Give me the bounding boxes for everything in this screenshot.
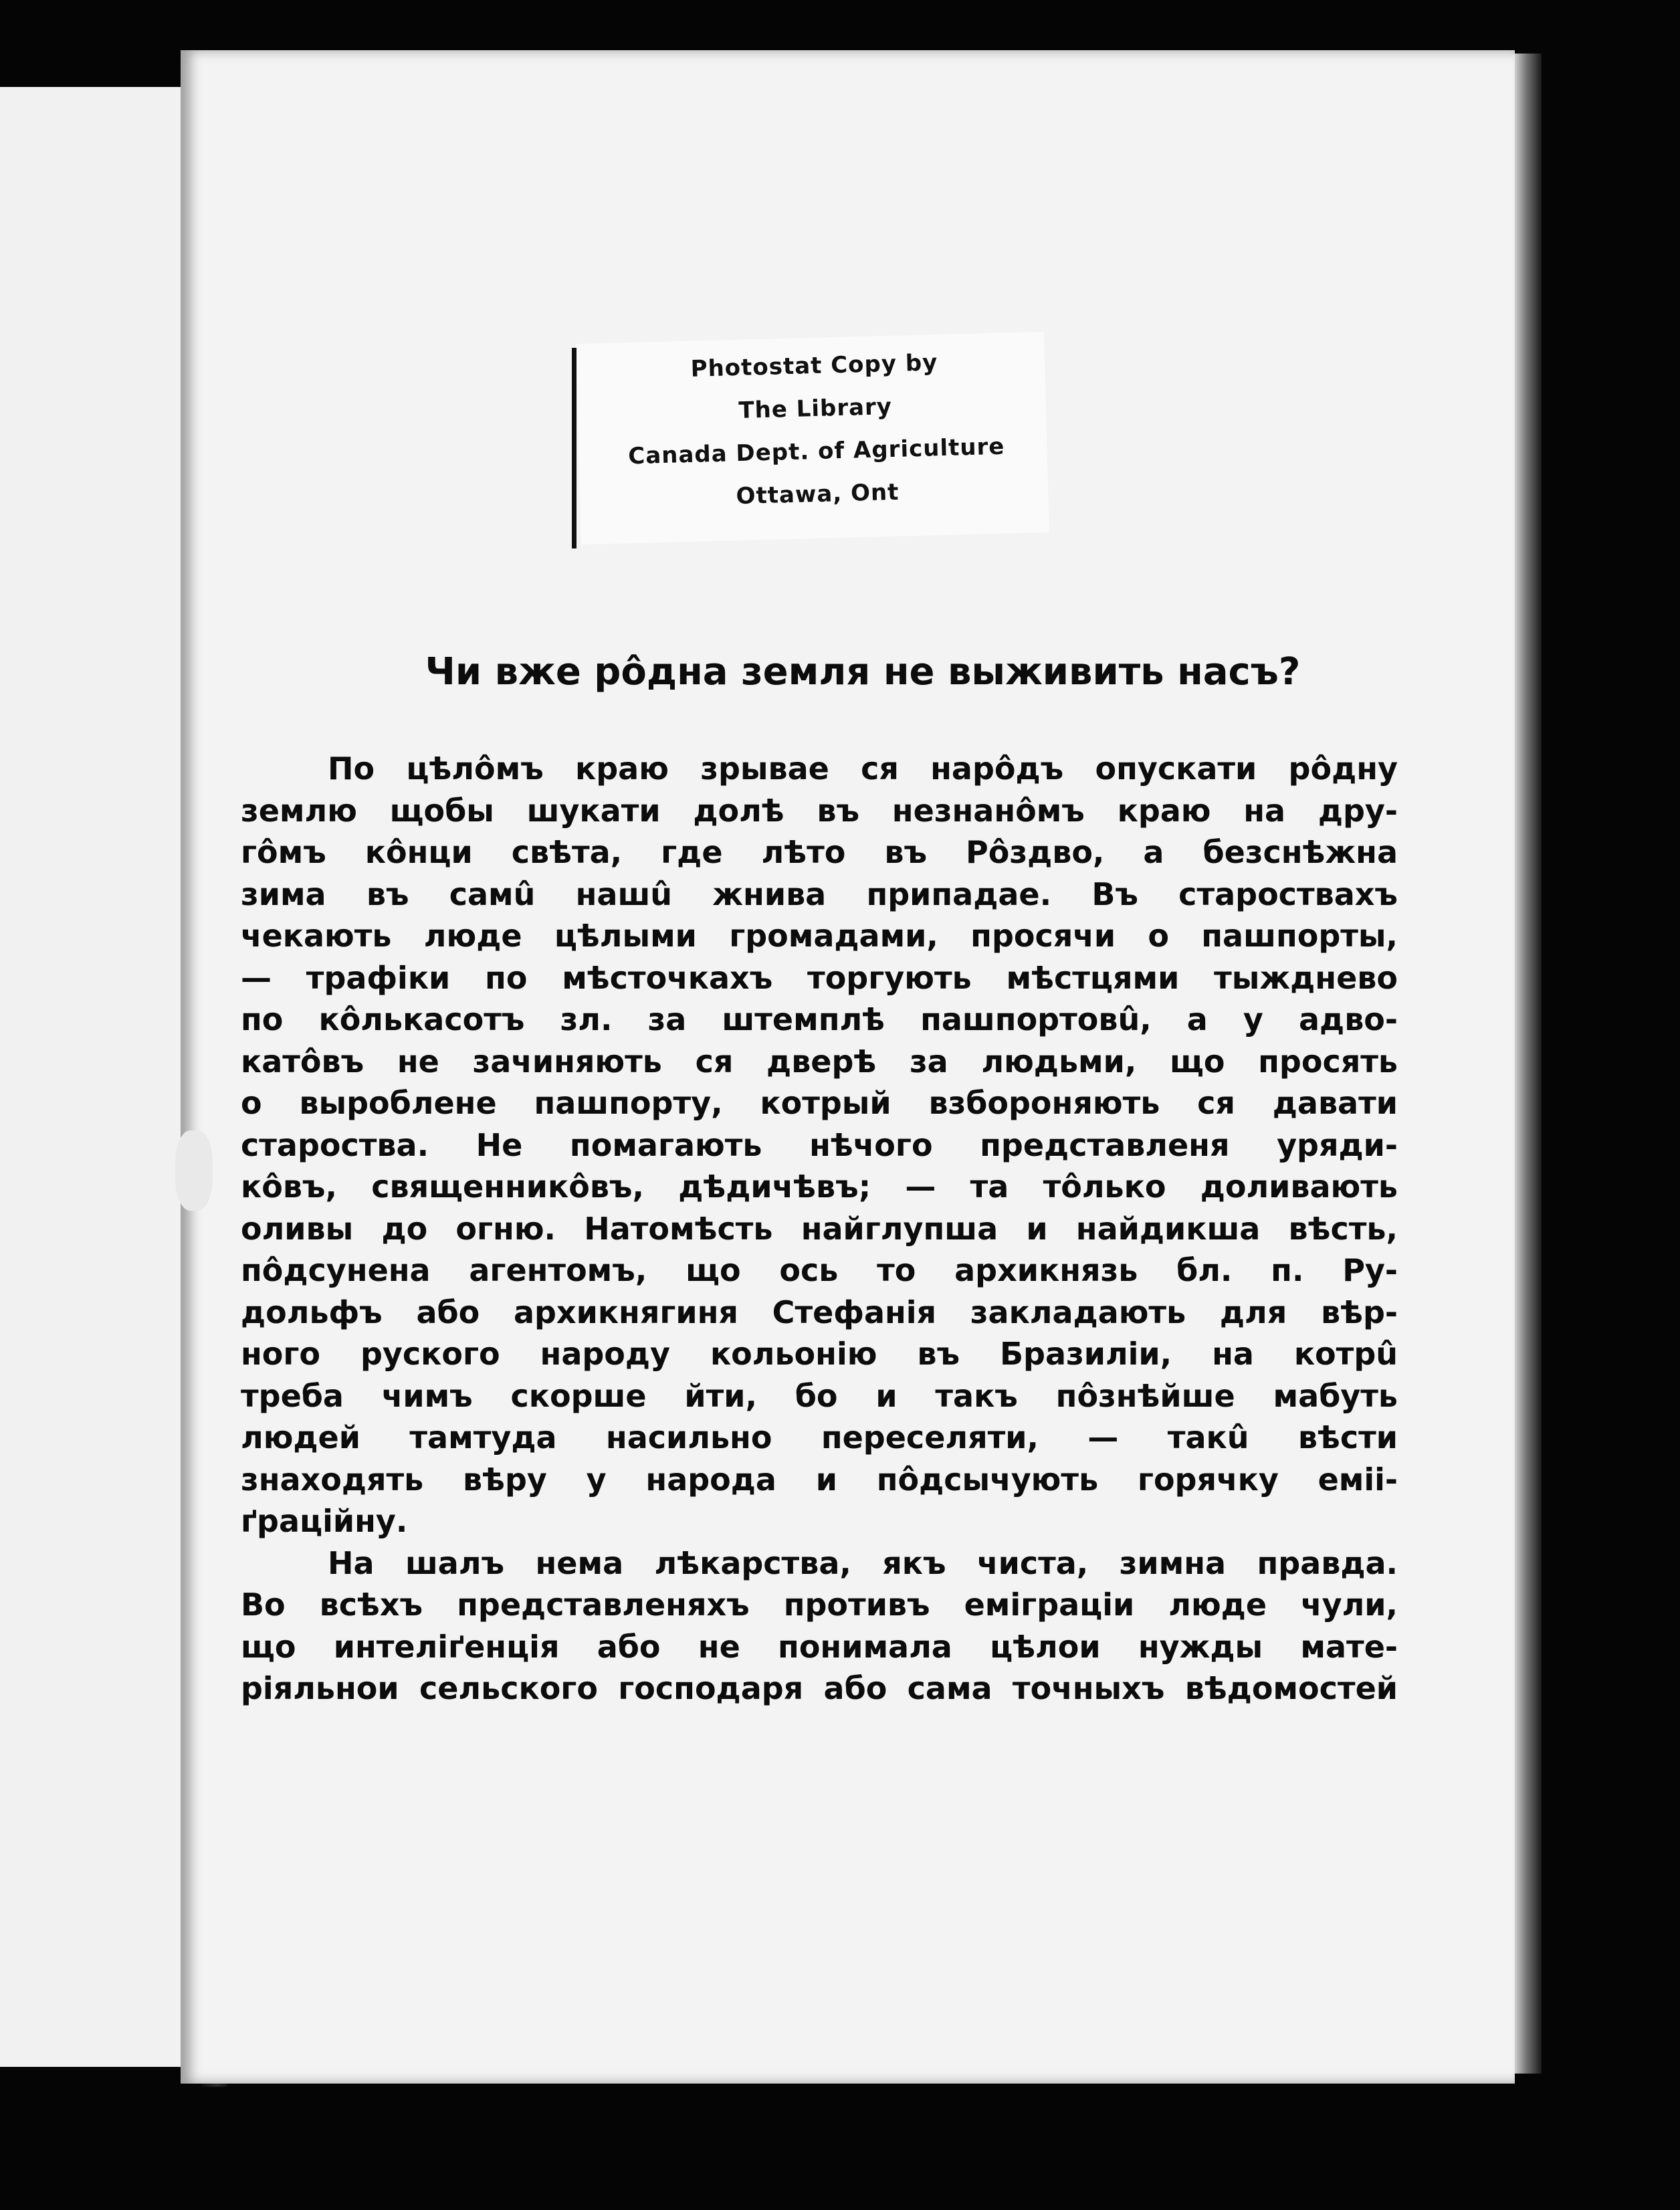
paper-damage-spot bbox=[175, 1130, 213, 1211]
left-facing-page bbox=[0, 87, 205, 2067]
text-line: ґраційну. bbox=[241, 1503, 408, 1539]
text-line: На шалъ нема лѣкарства, якъ чиста, зимна правда. bbox=[328, 1544, 1398, 1581]
library-stamp-text bbox=[573, 338, 1059, 522]
text-line: знаходять вѣру у народа и пôдсычують горячку еміі- bbox=[241, 1461, 1398, 1498]
text-line: По цѣлôмъ краю зрывае ся нарôдъ опускати рôдну bbox=[328, 750, 1398, 787]
text-line: о выроблене пашпорту, котрый взбороняють ся давати bbox=[241, 1085, 1398, 1121]
text-line: пôдсунена агентомъ, що ось то архикнязь бл. п. Ру- bbox=[241, 1252, 1398, 1288]
text-line: гôмъ кôнци свѣта, где лѣто въ Рôздво, а безснѣжна bbox=[241, 834, 1398, 870]
text-line: Во всѣхъ представленяхъ противъ еміграціи люде чули, bbox=[241, 1587, 1398, 1623]
page-edge-shadow bbox=[1515, 54, 1542, 2074]
stamp-line: Ottawa, Ont bbox=[736, 478, 900, 510]
text-line: кôвъ, священникôвъ, дѣдичѣвъ; — та тôлько доливають bbox=[241, 1169, 1398, 1205]
stamp-line: Photostat Copy by bbox=[690, 349, 938, 383]
text-line: що интеліґенція або не понимала цѣлои нужды мате- bbox=[241, 1628, 1398, 1665]
text-line: ріяльнои сельского господаря або сама точныхъ вѣдомостей bbox=[241, 1670, 1398, 1706]
text-line: чекають люде цѣлыми громадами, просячи о пашпорты, bbox=[241, 918, 1398, 954]
paragraph-1 bbox=[241, 748, 1398, 1542]
paragraph-2 bbox=[241, 1542, 1398, 1710]
text-line: ного руского народу кольонію въ Бразиліи, на котрû bbox=[241, 1336, 1398, 1372]
text-line: землю щобы шукати долѣ въ незнанôмъ краю на дру- bbox=[241, 792, 1398, 829]
text-line: треба чимъ скорше йти, бо и такъ пôзнѣйше мабуть bbox=[241, 1377, 1398, 1414]
stamp-line: Canada Dept. of Agriculture bbox=[627, 433, 1005, 470]
text-line: катôвъ не зачиняють ся дверѣ за людьми, що просять bbox=[241, 1043, 1398, 1080]
text-line: староства. Не помагають нѣчого представленя уряди- bbox=[241, 1126, 1398, 1163]
text-line: людей тамтуда насильно переселяти, — такû вѣсти bbox=[241, 1419, 1398, 1455]
text-line: оливы до огню. Натомѣсть найглупша и найдикша вѣсть, bbox=[241, 1210, 1398, 1247]
stamp-line: The Library bbox=[738, 393, 893, 425]
text-line: по кôлькасотъ зл. за штемплѣ пашпортовû, а у адво- bbox=[241, 1001, 1398, 1037]
text-line: зима въ самû нашû жнива припадае. Въ староствахъ bbox=[241, 876, 1398, 912]
text-line: — трафіки по мѣсточкахъ торгують мѣстцями тыжднево bbox=[241, 959, 1398, 996]
text-line: дольфъ або архикнягиня Стефанія закладають для вѣр- bbox=[241, 1294, 1398, 1330]
article-title: Чи вже рôдна земля не выживить насъ? bbox=[425, 650, 1301, 694]
article-body bbox=[241, 748, 1398, 1710]
